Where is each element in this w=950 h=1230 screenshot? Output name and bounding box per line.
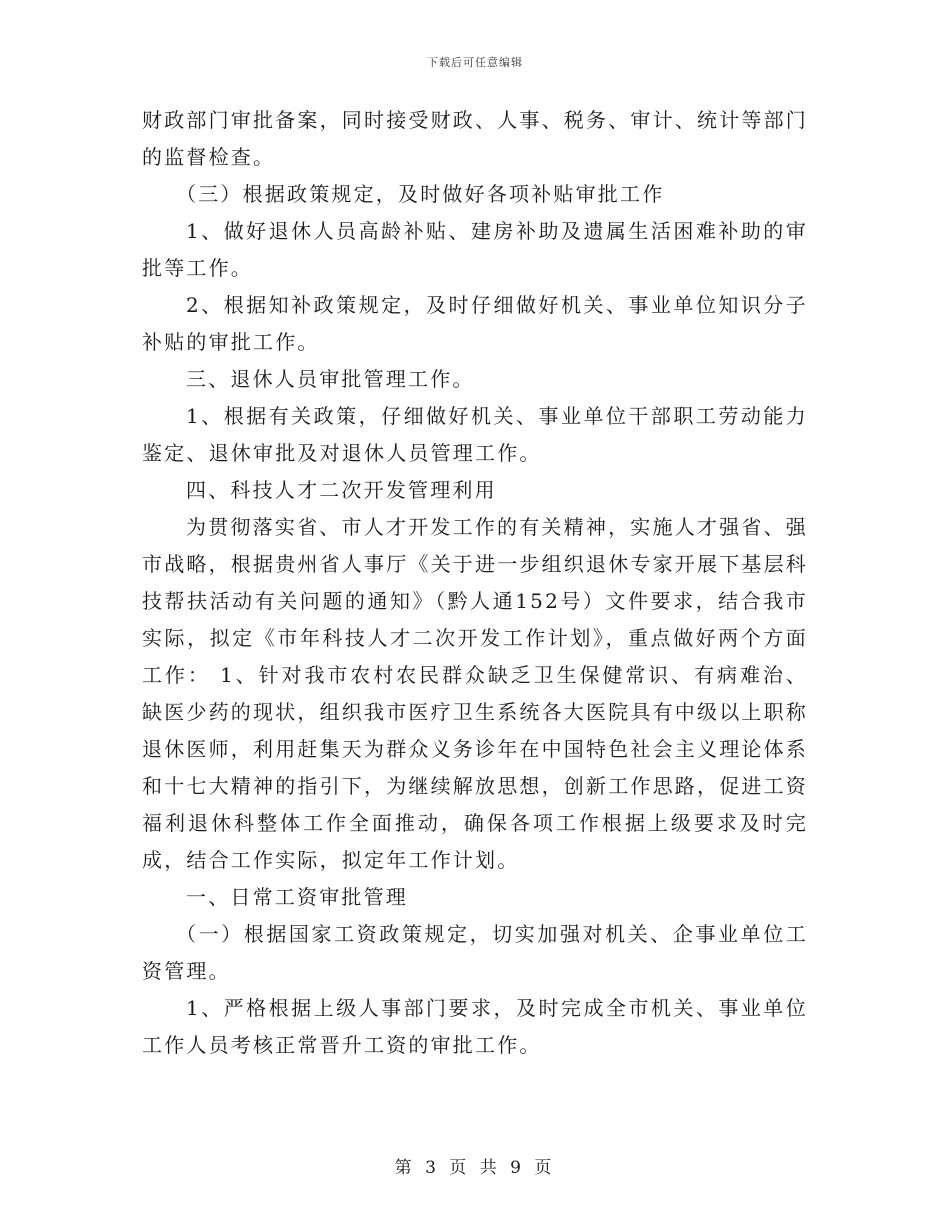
section-heading: 一、日常工资审批管理	[186, 885, 408, 909]
total-pages-number: 9	[510, 1158, 525, 1178]
footer-prefix: 第	[394, 1158, 416, 1178]
paragraph: 1、做好退休人员高龄补贴、建房补助及遗属生活困难补助的审批等工作。	[142, 219, 808, 280]
paragraph: 为贯彻落实省、市人才开发工作的有关精神，实施人才强省、强市战略，根据贵州省人事厅《关于进一步组织退休专家开展下基层科技帮扶活动有关问题的通知》（黔人通152号）文件要求，结合我市实际，拟定《市年科技人才二次开发工作计划》，重点做好两个方面工作： 1、针对我市农村农民群众缺乏卫生保健常识、有病难治、缺医少药的现状，组织我市医疗卫生系统各大医院具有中级以上职称退休医师，利用赶集天为群众义务诊年在中国特色社会主义理论体系和十七大精神的指引下，为继续解放思想，创新工作思路，促进工资福利退休科整体工作全面推动，确保各项工作根据上级要求及时完成，结合工作实际，拟定年工作计划。	[142, 515, 808, 872]
header-note: 下载后可任意编辑	[427, 56, 523, 69]
paragraph: 财政部门审批备案，同时接受财政、人事、税务、审计、统计等部门的监督检查。	[142, 108, 808, 169]
current-page-number: 3	[425, 1158, 440, 1178]
paragraph: （一）根据国家工资政策规定，切实加强对机关、企事业单位工资管理。	[142, 922, 808, 983]
paragraph: 2、根据知补政策规定，及时仔细做好机关、事业单位知识分子补贴的审批工作。	[142, 293, 808, 354]
section-heading: （三）根据政策规定，及时做好各项补贴审批工作	[176, 182, 665, 206]
paragraph: 1、根据有关政策，仔细做好机关、事业单位干部职工劳动能力鉴定、退休审批及对退休人员管理工作。	[142, 404, 808, 465]
section-heading: 三、退休人员审批管理工作。	[186, 367, 475, 391]
footer-middle: 页 共	[449, 1158, 501, 1178]
page-footer	[0, 1153, 950, 1178]
footer-suffix: 页	[534, 1158, 556, 1178]
paragraph: 1、严格根据上级人事部门要求，及时完成全市机关、事业单位工作人员考核正常晋升工资的审批工作。	[142, 996, 808, 1057]
section-heading: 四、科技人才二次开发管理利用	[186, 478, 497, 502]
document-body	[142, 102, 808, 1064]
